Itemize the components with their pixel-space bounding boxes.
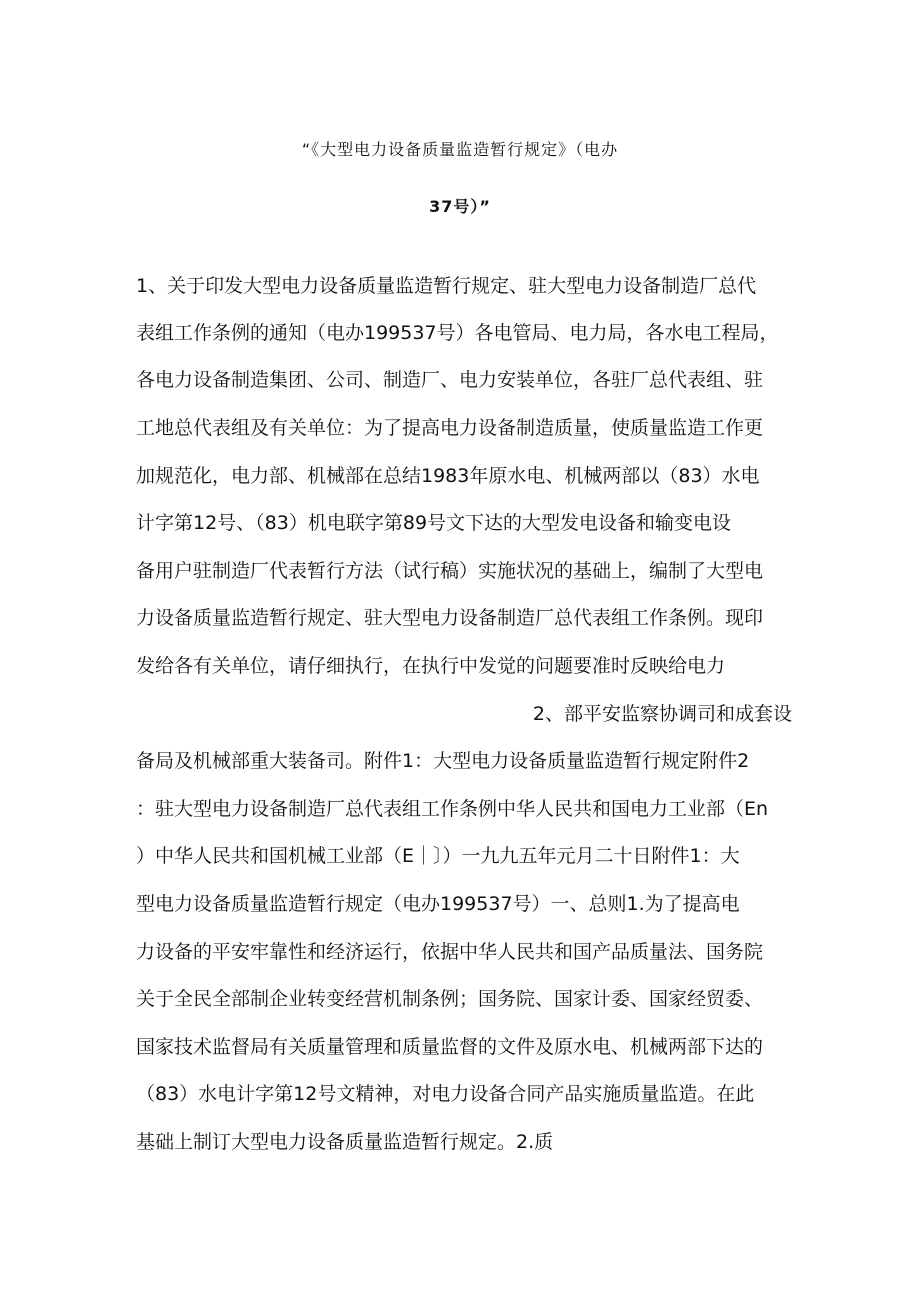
body-line: 力设备质量监造暂行规定、驻大型电力设备制造厂总代表组工作条例。现印 [136, 607, 764, 629]
body-line: 1、关于印发大型电力设备质量监造暂行规定、驻大型电力设备制造厂总代 [136, 275, 757, 297]
body-line: 发给各有关单位，请仔细执行，在执行中发觉的问题要准时反映给电力 [136, 655, 726, 677]
body-line: 各电力设备制造集团、公司、制造厂、电力安装单位，各驻厂总代表组、驻 [136, 369, 764, 391]
body-line: 备局及机械部重大装备司。附件1：大型电力设备质量监造暂行规定附件2 [136, 750, 750, 772]
body-line: 备用户驻制造厂代表暂行方法（试行稿）实施状况的基础上，编制了大型电 [136, 560, 764, 582]
body-line: 关于全民全部制企业转变经营机制条例；国务院、国家计委、国家经贸委、 [136, 988, 764, 1010]
body-line: （83）水电计字第12号文精神，对电力设备合同产品实施质量监造。在此 [136, 1083, 755, 1105]
body-line: 表组工作条例的通知（电办199537号）各电管局、电力局，各水电工程局， [136, 322, 779, 344]
body-line: ）中华人民共和国机械工业部（E｜〕）一九九五年元月二十日附件1：大 [136, 845, 740, 867]
body-line: 力设备的平安牢靠性和经济运行，依据中华人民共和国产品质量法、国务院 [136, 941, 764, 963]
body-line: 计字第12号、（83）机电联字第89号文下达的大型发电设备和输变电设 [136, 512, 732, 534]
body-line: 国家技术监督局有关质量管理和质量监督的文件及原水电、机械两部下达的 [136, 1036, 764, 1058]
body-line: 工地总代表组及有关单位：为了提高电力设备制造质量，使质量监造工作更 [136, 417, 764, 439]
document-title-line-2: 37号）” [429, 197, 491, 216]
body-line: 基础上制订大型电力设备质量监造暂行规定。2.质 [136, 1131, 554, 1153]
document-title-line-1: “《大型电力设备质量监造暂行规定》（电办 [301, 140, 619, 159]
body-line: 型电力设备质量监造暂行规定（电办199537号）一、总则1.为了提高电 [136, 893, 740, 915]
body-line-right-aligned: 2、部平安监察协调司和成套设 [532, 703, 792, 725]
body-line: ：驻大型电力设备制造厂总代表组工作条例中华人民共和国电力工业部（En [136, 798, 769, 820]
body-line: 加规范化，电力部、机械部在总结1983年原水电、机械两部以（83）水电 [136, 465, 760, 487]
